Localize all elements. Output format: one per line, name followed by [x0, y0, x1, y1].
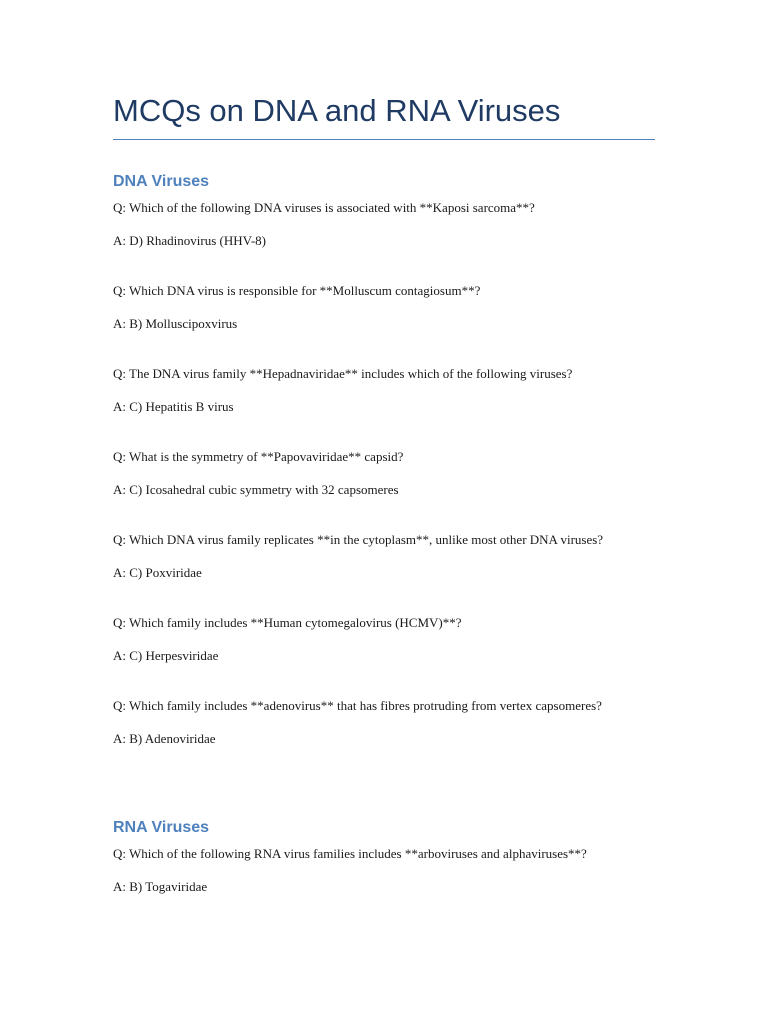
document-title: MCQs on DNA and RNA Viruses — [113, 93, 561, 128]
answer-text: A: C) Icosahedral cubic symmetry with 32 capsomeres — [113, 482, 399, 497]
question-text: Q: Which family includes **Human cytomegalovirus (HCMV)**? — [113, 615, 462, 630]
question-text: Q: Which family includes **adenovirus** that has fibres protruding from vertex capsomeres? — [113, 698, 602, 713]
qa-list — [113, 198, 655, 748]
answer-text: A: B) Molluscipoxvirus — [113, 316, 238, 331]
question-text: Q: The DNA virus family **Hepadnaviridae** includes which of the following viruses? — [113, 366, 573, 381]
question-text: Q: Which of the following DNA viruses is associated with **Kaposi sarcoma**? — [113, 200, 535, 215]
qa-item — [113, 696, 655, 748]
qa-item — [113, 198, 655, 250]
title-divider — [113, 139, 655, 140]
answer-text: A: B) Adenoviridae — [113, 731, 216, 746]
qa-list — [113, 844, 655, 896]
answer-text: A: C) Herpesviridae — [113, 648, 219, 663]
question-text: Q: Which of the following RNA virus families includes **arboviruses and alphaviruses**? — [113, 846, 587, 861]
answer-text: A: D) Rhadinovirus (HHV-8) — [113, 233, 266, 248]
question-text: Q: Which DNA virus family replicates **in the cytoplasm**, unlike most other DNA viruses? — [113, 532, 604, 547]
question-text: Q: What is the symmetry of **Papovaviridae** capsid? — [113, 449, 404, 464]
question-text: Q: Which DNA virus is responsible for **Molluscum contagiosum**? — [113, 283, 481, 298]
qa-item — [113, 530, 655, 582]
section-heading: RNA Viruses — [113, 819, 210, 836]
qa-item — [113, 844, 655, 896]
qa-item — [113, 281, 655, 333]
answer-text: A: C) Poxviridae — [113, 565, 202, 580]
answer-text: A: C) Hepatitis B virus — [113, 399, 234, 414]
section-heading: DNA Viruses — [113, 173, 210, 190]
section-dna-viruses — [113, 172, 655, 779]
qa-item — [113, 364, 655, 416]
qa-item — [113, 447, 655, 499]
answer-text: A: B) Togaviridae — [113, 879, 208, 894]
section-rna-viruses — [113, 818, 655, 927]
qa-item — [113, 613, 655, 665]
